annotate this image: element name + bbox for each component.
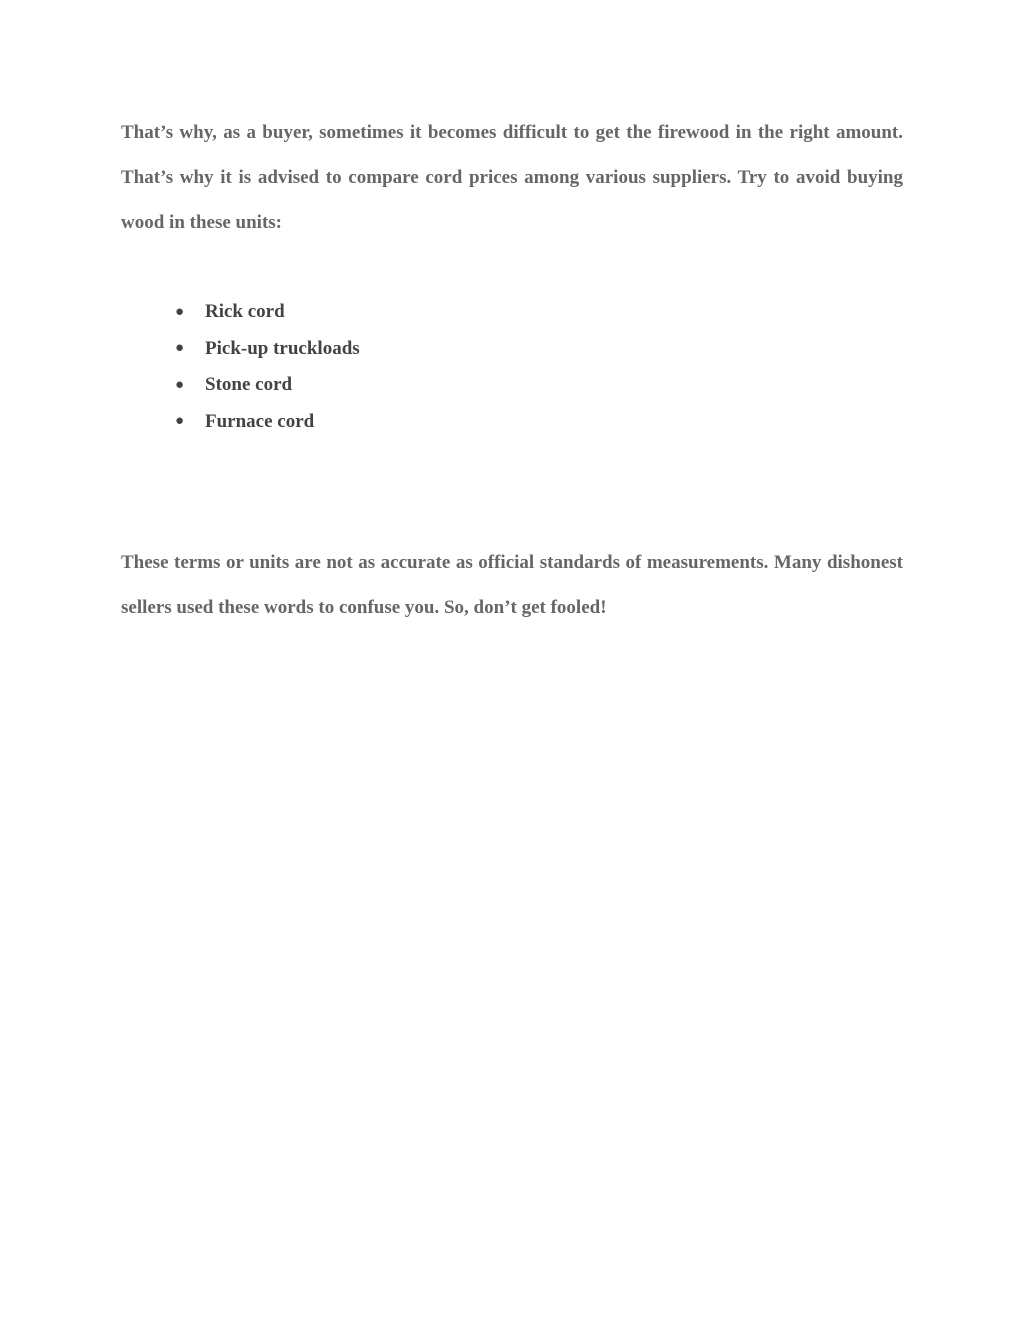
intro-paragraph: That’s why, as a buyer, sometimes it becomes difficult to get the firewood in the right amount. That’s why it is advised to compare cord prices among various suppliers. Try to avoid buying wood in these units: xyxy=(121,122,903,233)
bullet-icon: ● xyxy=(175,413,185,430)
list-item-label: Furnace cord xyxy=(205,410,315,432)
list-item xyxy=(175,404,360,441)
list-item-label: Stone cord xyxy=(205,374,293,396)
closing-paragraph: These terms or units are not as accurate as official standards of measurements. Many dishonest sellers used these words to confuse you. So, don’t get fooled! xyxy=(121,552,903,618)
list-item xyxy=(175,367,360,404)
bullet-icon: ● xyxy=(175,340,185,357)
bullet-icon: ● xyxy=(175,303,185,320)
bullet-icon: ● xyxy=(175,376,185,393)
list-item-label: Pick-up truckloads xyxy=(205,337,360,359)
document-page xyxy=(121,110,903,618)
list-item xyxy=(175,294,360,331)
units-bullet-list xyxy=(175,294,360,440)
list-item-label: Rick cord xyxy=(205,301,285,323)
list-item xyxy=(175,331,360,368)
